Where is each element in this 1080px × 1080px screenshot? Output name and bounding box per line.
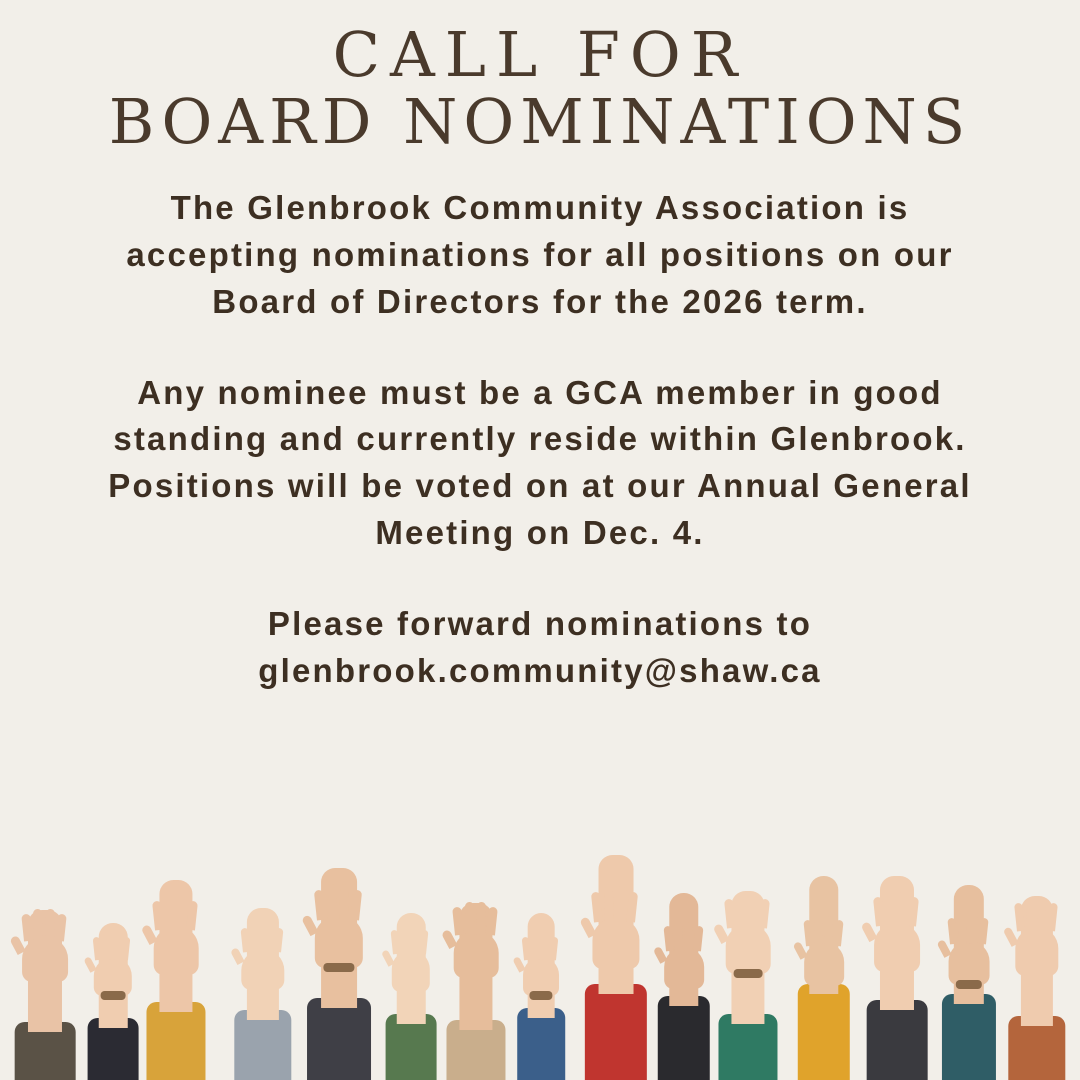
raised-hand [380, 922, 442, 1080]
finger [969, 914, 978, 945]
raised-hands-image [0, 845, 1080, 1080]
finger [263, 923, 272, 952]
raised-hand [860, 888, 934, 1080]
paragraph-eligibility: Any nominee must be a GCA member in good standing and currently reside within Glenbrook. Positions will be voted on at our Annual General Meeting on Dec. 4. [108, 373, 972, 552]
sleeve [234, 1010, 291, 1080]
paragraph-contact: Please forward nominations to glenbrook.community@shaw.ca [258, 605, 822, 689]
finger [748, 894, 758, 928]
wrist-bracelet [101, 991, 126, 1000]
finger [273, 928, 284, 953]
raised-hand [512, 930, 570, 1080]
finger [693, 926, 703, 951]
finger [33, 909, 43, 941]
finger [907, 897, 919, 927]
raised-hand [8, 905, 82, 1080]
wrist-bracelet [529, 991, 552, 1000]
finger [758, 899, 770, 929]
finger [464, 902, 474, 935]
sleeve [658, 996, 710, 1080]
sleeve [942, 994, 996, 1080]
finger [121, 937, 131, 960]
finger [549, 937, 558, 960]
finger [252, 923, 261, 952]
palm [392, 950, 430, 991]
paragraph-intro: The Glenbrook Community Association is accepting nominations for all positions on our Board of Directors for the 2026 term. [126, 189, 954, 320]
finger [186, 901, 198, 930]
sleeve [517, 1008, 565, 1080]
finger [411, 925, 419, 954]
finger [958, 914, 967, 945]
finger [476, 902, 486, 935]
finger [978, 918, 989, 945]
wrist-bracelet [734, 969, 763, 978]
finger [814, 916, 823, 946]
finger [45, 909, 55, 941]
finger [885, 892, 895, 927]
finger [604, 886, 614, 922]
raised-hand [440, 898, 512, 1080]
sleeve [867, 1000, 928, 1080]
wrist-bracelet [956, 980, 982, 989]
sleeve [798, 984, 850, 1080]
body-copy [105, 185, 975, 695]
finger [401, 925, 409, 954]
palm [664, 947, 704, 989]
finger [684, 921, 693, 950]
sleeve [307, 998, 371, 1080]
palm [154, 926, 199, 975]
raised-hand [140, 892, 212, 1080]
finger [736, 894, 746, 928]
finger [1037, 898, 1047, 932]
finger [176, 896, 186, 930]
palm [22, 937, 68, 983]
finger [626, 891, 638, 922]
raised-hand [1002, 894, 1072, 1080]
palm [804, 942, 844, 986]
raised-hand [792, 912, 856, 1080]
wrist-bracelet [323, 963, 354, 972]
finger [419, 929, 429, 954]
raised-hand [228, 920, 298, 1080]
raised-hand [82, 930, 144, 1080]
title-line-2: BOARD NOMINATIONS [108, 84, 972, 158]
finger [674, 921, 683, 950]
finger [486, 907, 497, 935]
palm [241, 949, 284, 991]
palm [1015, 927, 1058, 975]
finger [1026, 898, 1036, 932]
palm [592, 918, 639, 969]
finger [541, 933, 549, 960]
finger [339, 884, 350, 920]
raised-hand [712, 890, 784, 1080]
palm [726, 924, 771, 973]
palm [949, 941, 990, 985]
finger [824, 916, 833, 946]
palm [315, 916, 363, 968]
palm [874, 923, 920, 973]
finger [897, 892, 907, 927]
sleeve [146, 1002, 205, 1080]
finger [113, 933, 121, 960]
finger [164, 896, 174, 930]
finger [55, 913, 67, 940]
raised-hand [578, 882, 654, 1080]
sleeve [585, 984, 647, 1080]
finger [103, 933, 111, 960]
finger [326, 884, 337, 920]
page-title [0, 18, 1080, 158]
finger [532, 933, 540, 960]
title-line-1: CALL FOR [332, 18, 748, 91]
palm [454, 931, 499, 978]
finger [616, 886, 626, 922]
raised-hand [300, 880, 378, 1080]
finger [833, 920, 843, 946]
raised-hand [652, 918, 716, 1080]
raised-hand [936, 910, 1002, 1080]
